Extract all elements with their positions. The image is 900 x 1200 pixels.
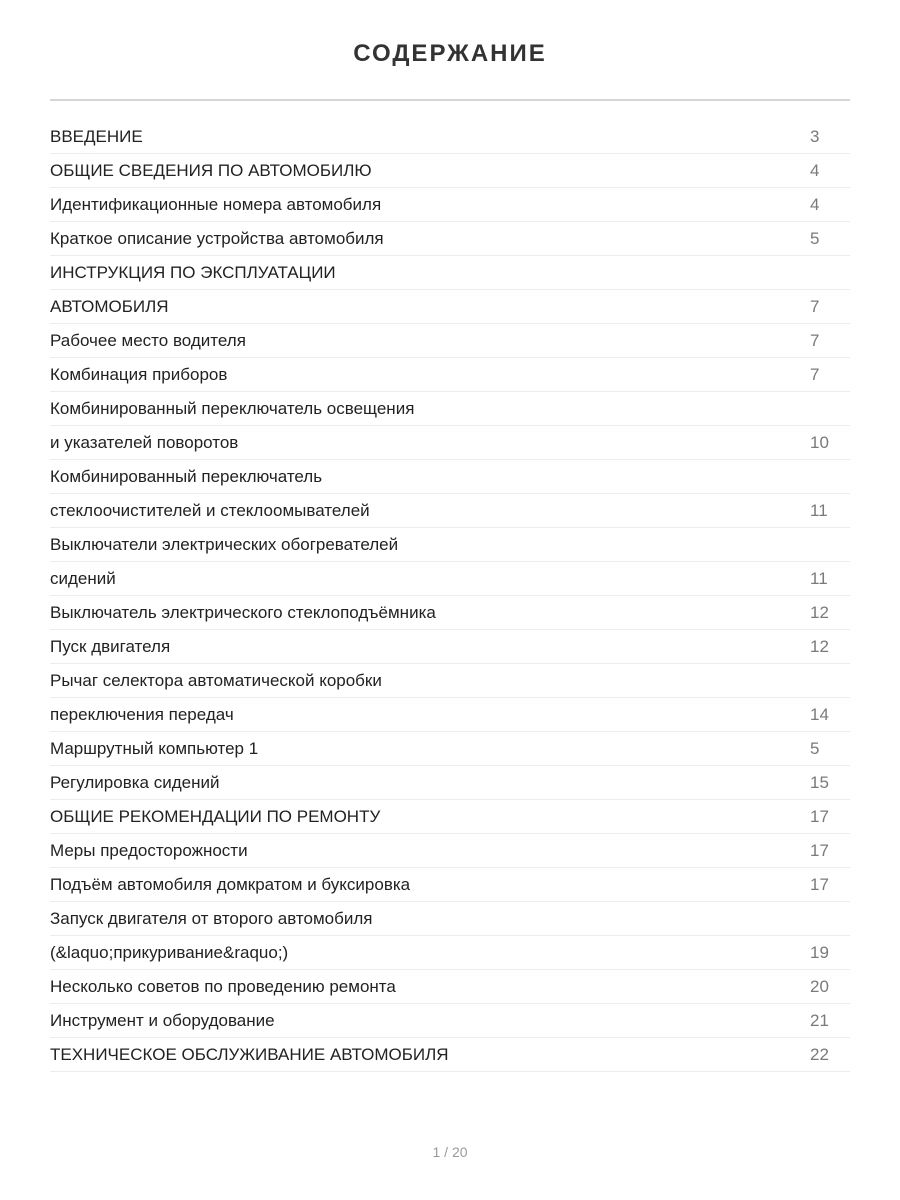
toc-entry-label: Подъём автомобиля домкратом и буксировка bbox=[50, 875, 411, 894]
toc-entry[interactable] bbox=[50, 800, 850, 834]
toc-entry-label: Инструмент и оборудование bbox=[50, 1011, 275, 1030]
toc-entry-page: 5 bbox=[810, 739, 820, 758]
toc-entry-page: 7 bbox=[810, 331, 820, 350]
toc-entry-label: ТЕХНИЧЕСКОЕ ОБСЛУЖИВАНИЕ АВТОМОБИЛЯ bbox=[50, 1045, 449, 1064]
toc-entry[interactable] bbox=[50, 392, 850, 426]
toc-entry-page: 10 bbox=[810, 433, 829, 452]
toc-entry-page: 20 bbox=[810, 977, 829, 996]
toc-entry-label: Комбинированный переключатель освещения bbox=[50, 399, 415, 418]
toc-entry-label: АВТОМОБИЛЯ bbox=[50, 297, 169, 316]
title-divider bbox=[50, 99, 850, 101]
toc-entry[interactable] bbox=[50, 460, 850, 494]
toc-entry[interactable] bbox=[50, 256, 850, 290]
toc-entry[interactable] bbox=[50, 528, 850, 562]
toc-entry-label: Выключатель электрического стеклоподъёмника bbox=[50, 603, 436, 622]
toc-entry-label: ОБЩИЕ РЕКОМЕНДАЦИИ ПО РЕМОНТУ bbox=[50, 807, 381, 826]
toc-entry-label: Комбинированный переключатель bbox=[50, 467, 323, 486]
toc-entry-page: 11 bbox=[810, 569, 828, 588]
toc-entry[interactable] bbox=[50, 868, 850, 902]
toc-entry-page: 7 bbox=[810, 297, 820, 316]
toc-entry-page: 12 bbox=[810, 603, 829, 622]
toc-entry[interactable] bbox=[50, 664, 850, 698]
toc-entry-page: 4 bbox=[810, 195, 820, 214]
toc-entry-label: сидений bbox=[50, 569, 116, 588]
toc-entry-label: ВВЕДЕНИЕ bbox=[50, 127, 143, 146]
toc-entry[interactable] bbox=[50, 698, 850, 732]
toc-entry-page: 22 bbox=[810, 1045, 829, 1064]
toc-entry[interactable] bbox=[50, 358, 850, 392]
toc-entry[interactable] bbox=[50, 426, 850, 460]
toc-entry-label: (&laquo;прикуривание&raquo;) bbox=[50, 943, 289, 962]
toc-entry-label: Пуск двигателя bbox=[50, 637, 171, 656]
toc-entry-label: стеклоочистителей и стеклоомывателей bbox=[50, 501, 370, 520]
toc-entry-page: 17 bbox=[810, 841, 829, 860]
toc-entry-page: 17 bbox=[810, 807, 829, 826]
toc-entry[interactable] bbox=[50, 596, 850, 630]
toc-entry[interactable] bbox=[50, 936, 850, 970]
toc-entry-label: Регулировка сидений bbox=[50, 773, 220, 792]
toc-entry[interactable] bbox=[50, 970, 850, 1004]
toc-entry[interactable] bbox=[50, 834, 850, 868]
toc-entry-page: 4 bbox=[810, 161, 820, 180]
toc-entry[interactable] bbox=[50, 766, 850, 800]
toc-entry[interactable] bbox=[50, 1038, 850, 1072]
toc-entry[interactable] bbox=[50, 630, 850, 664]
toc-entry-label: Идентификационные номера автомобиля bbox=[50, 195, 382, 214]
toc-entry[interactable] bbox=[50, 120, 850, 154]
page-title: СОДЕРЖАНИЕ bbox=[353, 40, 547, 67]
toc-entry-label: Краткое описание устройства автомобиля bbox=[50, 229, 384, 248]
toc-entry-label: переключения передач bbox=[50, 705, 234, 724]
toc-entry-page: 3 bbox=[810, 127, 820, 146]
toc-entry-page: 11 bbox=[810, 501, 828, 520]
toc-entry-page: 7 bbox=[810, 365, 820, 384]
toc-entry[interactable] bbox=[50, 154, 850, 188]
toc-entry[interactable] bbox=[50, 222, 850, 256]
toc-entry[interactable] bbox=[50, 1004, 850, 1038]
table-of-contents bbox=[50, 120, 850, 1072]
toc-entry[interactable] bbox=[50, 324, 850, 358]
toc-entry[interactable] bbox=[50, 732, 850, 766]
toc-entry-label: ИНСТРУКЦИЯ ПО ЭКСПЛУАТАЦИИ bbox=[50, 263, 336, 282]
toc-entry-label: Несколько советов по проведению ремонта bbox=[50, 977, 396, 996]
toc-entry-page: 15 bbox=[810, 773, 829, 792]
toc-entry[interactable] bbox=[50, 902, 850, 936]
toc-entry-page: 12 bbox=[810, 637, 829, 656]
toc-entry-page: 14 bbox=[810, 705, 829, 724]
toc-entry-label: Выключатели электрических обогревателей bbox=[50, 535, 399, 554]
toc-entry-label: Комбинация приборов bbox=[50, 365, 228, 384]
toc-entry[interactable] bbox=[50, 562, 850, 596]
toc-entry[interactable] bbox=[50, 494, 850, 528]
toc-entry-label: Меры предосторожности bbox=[50, 841, 248, 860]
toc-entry-page: 5 bbox=[810, 229, 820, 248]
toc-entry-label: и указателей поворотов bbox=[50, 433, 239, 452]
toc-entry-label: Запуск двигателя от второго автомобиля bbox=[50, 909, 373, 928]
toc-entry-label: Маршрутный компьютер 1 bbox=[50, 739, 259, 758]
toc-entry-label: ОБЩИЕ СВЕДЕНИЯ ПО АВТОМОБИЛЮ bbox=[50, 161, 372, 180]
toc-entry-page: 17 bbox=[810, 875, 829, 894]
toc-entry[interactable] bbox=[50, 290, 850, 324]
toc-entry-label: Рабочее место водителя bbox=[50, 331, 246, 350]
toc-entry[interactable] bbox=[50, 188, 850, 222]
toc-entry-label: Рычаг селектора автоматической коробки bbox=[50, 671, 382, 690]
page-indicator: 1 / 20 bbox=[432, 1144, 468, 1160]
toc-entry-page: 21 bbox=[810, 1011, 829, 1030]
toc-entry-page: 19 bbox=[810, 943, 829, 962]
